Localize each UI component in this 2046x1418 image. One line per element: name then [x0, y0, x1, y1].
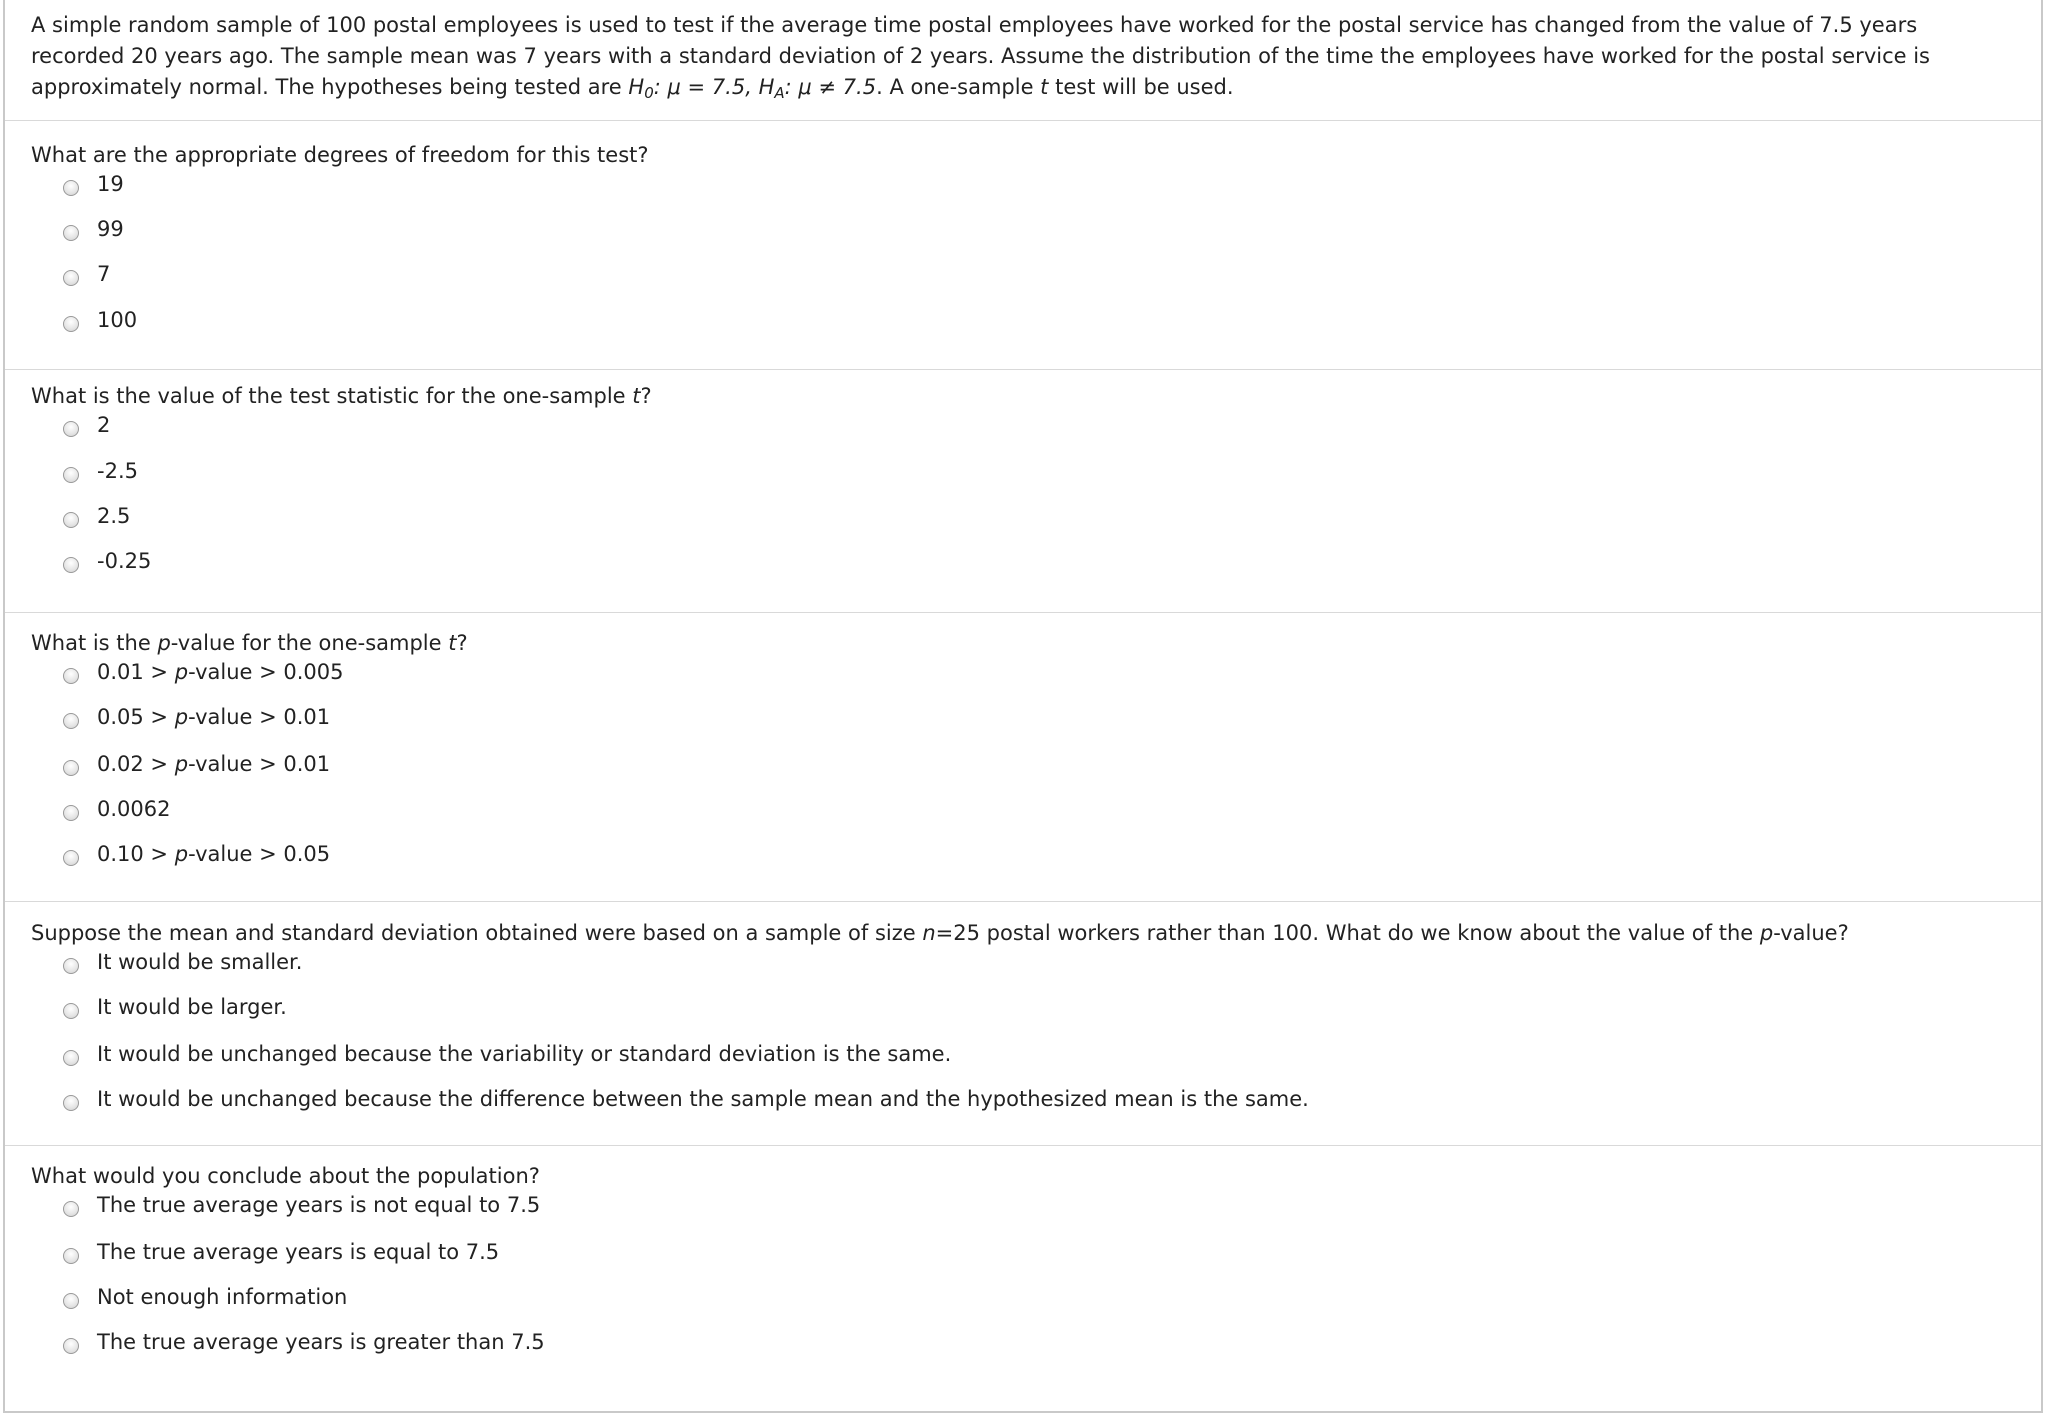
- option-label: [97, 750, 330, 778]
- option-df-100[interactable]: [63, 305, 137, 335]
- radio-button[interactable]: [63, 668, 79, 684]
- option-label: The true average years is not equal to 7.5: [97, 1193, 541, 1217]
- option-label: The true average years is greater than 7.5: [97, 1330, 545, 1354]
- option-unchanged-difference[interactable]: [63, 1084, 1309, 1114]
- option-label-part: -value > 0.01: [188, 705, 331, 729]
- radio-button[interactable]: [63, 1201, 79, 1217]
- option-smaller[interactable]: [63, 947, 302, 977]
- option-unchanged-variability[interactable]: [63, 1039, 951, 1069]
- option-label-p: p: [174, 705, 189, 729]
- radio-button[interactable]: [63, 958, 79, 974]
- question-text-part: What is the value of the test statistic for the one-sample: [31, 384, 633, 408]
- question-test-statistic: [5, 369, 2041, 613]
- intro-line-1: A simple random sample of 100 postal employees is used to test if the average time postal employees have worked for the postal service has changed from the value of 7.5 years: [31, 13, 1918, 37]
- question-sample-size-effect: [5, 901, 2041, 1146]
- question-conclusion: [5, 1145, 2041, 1411]
- option-p-range-1[interactable]: [63, 657, 344, 687]
- radio-button[interactable]: [63, 180, 79, 196]
- option-label-part: 0.10 >: [97, 842, 175, 866]
- intro-line-2: recorded 20 years ago. The sample mean was 7 years with a standard deviation of 2 years. Assume the distribution of the time the employees have worked for the postal service is: [31, 44, 1930, 68]
- ha-subscript: A: [774, 84, 785, 102]
- question-text-t: t: [448, 631, 457, 655]
- option-p-range-2[interactable]: [63, 702, 330, 732]
- ha-expression: : μ ≠ 7.5: [784, 75, 877, 99]
- radio-button[interactable]: [63, 1338, 79, 1354]
- option-label: [97, 795, 170, 823]
- option-df-19[interactable]: [63, 169, 124, 199]
- option-greater[interactable]: [63, 1327, 545, 1357]
- intro-line-3a: approximately normal. The hypotheses being tested are: [31, 75, 629, 99]
- option-label: -2.5: [97, 459, 138, 483]
- option-label-part: -value > 0.01: [188, 752, 331, 776]
- option-label: [97, 840, 330, 868]
- option-label: It would be smaller.: [97, 950, 303, 974]
- option-label: 19: [97, 172, 124, 196]
- radio-button[interactable]: [63, 713, 79, 729]
- intro-line-3c: test will be used.: [1048, 75, 1234, 99]
- option-stat-neg-2-5[interactable]: [63, 456, 138, 486]
- question-text-part: ?: [456, 631, 468, 655]
- option-larger[interactable]: [63, 992, 287, 1022]
- option-not-equal[interactable]: [63, 1190, 540, 1220]
- question-text: [31, 919, 1849, 947]
- option-label: 2: [97, 413, 111, 437]
- radio-button[interactable]: [63, 1248, 79, 1264]
- option-label: [97, 658, 344, 686]
- option-label: It would be larger.: [97, 995, 287, 1019]
- option-p-range-3[interactable]: [63, 749, 330, 779]
- option-label: -0.25: [97, 549, 152, 573]
- option-label-p: p: [174, 752, 189, 776]
- option-label: 99: [97, 217, 124, 241]
- option-label: It would be unchanged because the difference between the sample mean and the hypothesized mean is the same.: [97, 1087, 1309, 1111]
- question-text-p: p: [1759, 921, 1774, 945]
- question-text: [31, 382, 652, 410]
- question-text-part: Suppose the mean and standard deviation obtained were based on a sample of size: [31, 921, 923, 945]
- radio-button[interactable]: [63, 850, 79, 866]
- option-not-enough-info[interactable]: [63, 1282, 347, 1312]
- question-text-n: n: [922, 921, 936, 945]
- option-label-part: 0.0062: [97, 797, 171, 821]
- h0-letter: H: [628, 75, 645, 99]
- radio-button[interactable]: [63, 225, 79, 241]
- option-label-p: p: [174, 842, 189, 866]
- option-df-7[interactable]: [63, 259, 110, 289]
- option-label-p: p: [174, 660, 189, 684]
- option-p-exact[interactable]: [63, 794, 170, 824]
- question-text-part: ?: [640, 384, 652, 408]
- ha-letter: H: [758, 75, 775, 99]
- radio-button[interactable]: [63, 1003, 79, 1019]
- option-label: It would be unchanged because the variability or standard deviation is the same.: [97, 1042, 952, 1066]
- option-equal[interactable]: [63, 1237, 499, 1267]
- radio-button[interactable]: [63, 1293, 79, 1309]
- radio-button[interactable]: [63, 805, 79, 821]
- option-label-part: -value > 0.05: [188, 842, 331, 866]
- question-p-value: [5, 612, 2041, 902]
- option-label-part: 0.01 >: [97, 660, 175, 684]
- question-text-t: t: [632, 384, 641, 408]
- option-label-part: 0.05 >: [97, 705, 175, 729]
- option-label: 100: [97, 308, 138, 332]
- radio-button[interactable]: [63, 467, 79, 483]
- option-p-range-4[interactable]: [63, 839, 330, 869]
- radio-button[interactable]: [63, 316, 79, 332]
- option-label: 7: [97, 262, 111, 286]
- question-text: What would you conclude about the population?: [31, 1164, 540, 1188]
- question-text-part: -value?: [1773, 921, 1849, 945]
- radio-button[interactable]: [63, 1050, 79, 1066]
- question-text: [31, 629, 468, 657]
- h0-subscript: 0: [644, 84, 654, 102]
- option-stat-2-5[interactable]: [63, 501, 130, 531]
- option-stat-2[interactable]: [63, 410, 110, 440]
- radio-button[interactable]: [63, 760, 79, 776]
- quiz-page: [3, 0, 2043, 1413]
- option-label: The true average years is equal to 7.5: [97, 1240, 500, 1264]
- option-label: 2.5: [97, 504, 131, 528]
- h0-expression: : μ = 7.5,: [653, 75, 759, 99]
- t-letter: t: [1040, 75, 1049, 99]
- option-label-part: -value > 0.005: [188, 660, 344, 684]
- problem-statement: [31, 10, 2021, 109]
- option-df-99[interactable]: [63, 214, 124, 244]
- question-text-part: =25 postal workers rather than 100. What do we know about the value of the: [935, 921, 1760, 945]
- radio-button[interactable]: [63, 1095, 79, 1111]
- question-degrees-of-freedom: [5, 120, 2041, 370]
- option-stat-neg-0-25[interactable]: [63, 546, 151, 576]
- intro-line-3b: . A one-sample: [876, 75, 1041, 99]
- question-text-p: p: [157, 631, 171, 655]
- question-text: What are the appropriate degrees of freedom for this test?: [31, 143, 649, 167]
- question-text-part: What is the: [31, 631, 158, 655]
- option-label-part: 0.02 >: [97, 752, 175, 776]
- question-text-part: -value for the one-sample: [170, 631, 449, 655]
- option-label: Not enough information: [97, 1285, 348, 1309]
- radio-button[interactable]: [63, 557, 79, 573]
- option-label: [97, 703, 330, 731]
- radio-button[interactable]: [63, 512, 79, 528]
- radio-button[interactable]: [63, 421, 79, 437]
- radio-button[interactable]: [63, 270, 79, 286]
